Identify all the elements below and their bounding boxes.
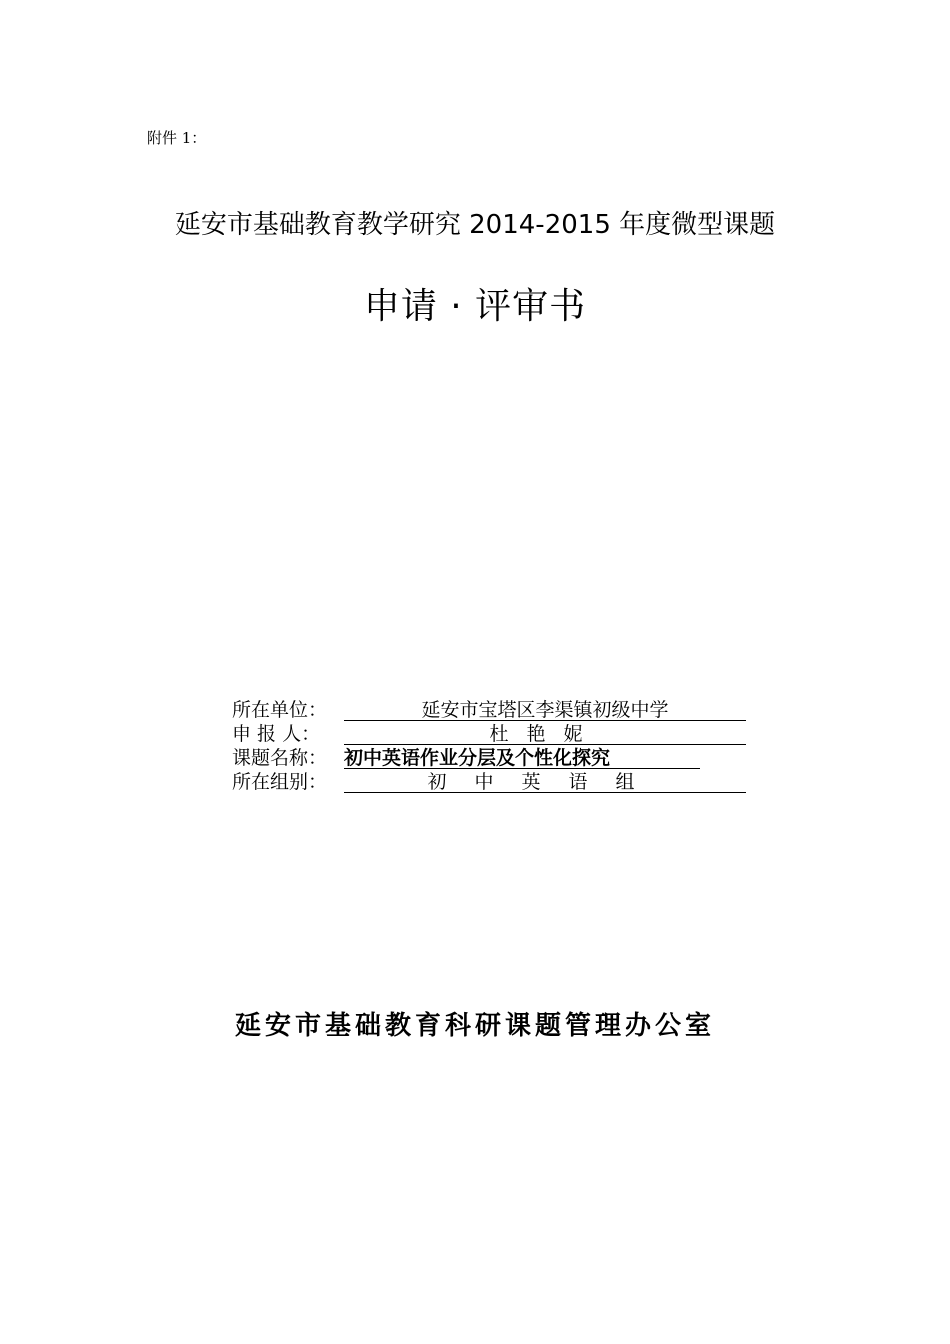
applicant-value: 杜艳妮 xyxy=(344,722,746,745)
form-row-applicant xyxy=(232,722,752,746)
unit-label: 所在单位： xyxy=(232,699,328,721)
group-value: 初中英语组 xyxy=(344,770,746,793)
form-row-topic xyxy=(232,746,752,770)
document-title: 延安市基础教育教学研究 2014-2015 年度微型课题 xyxy=(174,210,776,240)
unit-value: 延安市宝塔区李渠镇初级中学 xyxy=(344,698,746,721)
group-label: 所在组别： xyxy=(232,771,328,793)
application-info-form xyxy=(232,698,752,794)
attachment-label: 附件 1： xyxy=(147,129,207,147)
document-subtitle: 申请 · 评审书 xyxy=(363,286,587,327)
form-row-unit xyxy=(232,698,752,722)
issuing-office: 延安市基础教育科研课题管理办公室 xyxy=(234,1011,715,1041)
topic-label: 课题名称： xyxy=(232,747,328,769)
applicant-label: 申 报 人： xyxy=(232,723,321,745)
topic-value: 初中英语作业分层及个性化探究 xyxy=(344,746,700,769)
form-row-group xyxy=(232,770,752,794)
